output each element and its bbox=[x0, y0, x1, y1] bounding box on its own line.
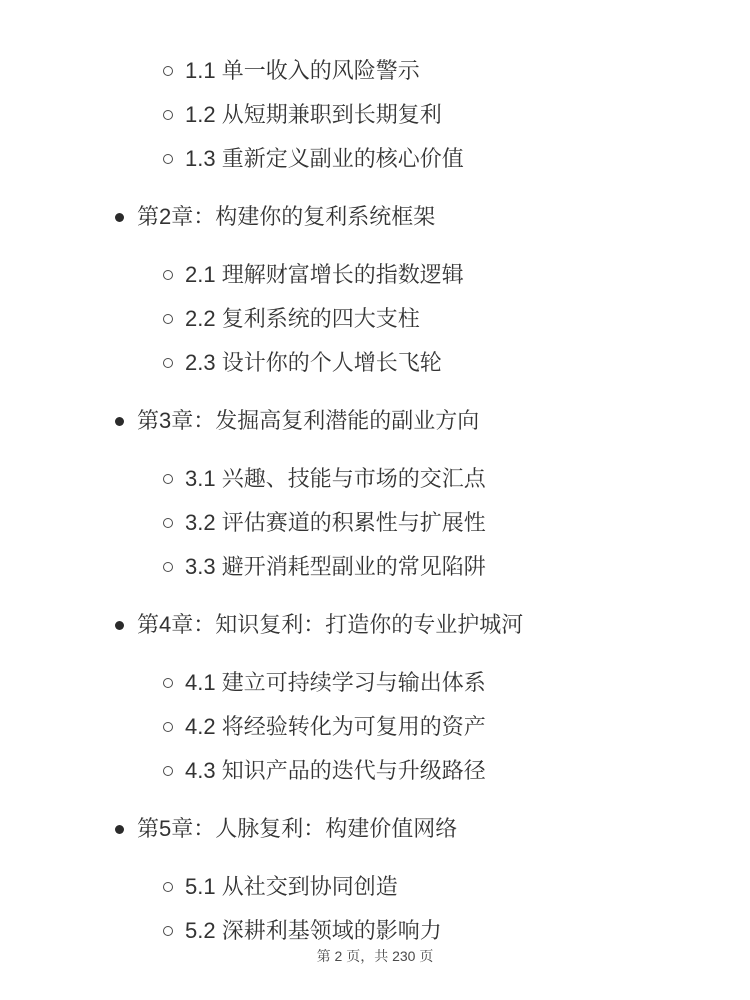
disc-bullet-icon bbox=[115, 213, 124, 222]
page-footer bbox=[0, 946, 750, 966]
toc-sub-list bbox=[0, 859, 750, 945]
toc-sub-item bbox=[0, 509, 750, 537]
disc-bullet-icon bbox=[115, 621, 124, 630]
toc-sub-item bbox=[0, 757, 750, 785]
toc-sub-label: 1.2 从短期兼职到长期复利 bbox=[185, 102, 442, 127]
toc-chapter-label: 第4章：知识复利：打造你的专业护城河 bbox=[137, 612, 524, 637]
circle-bullet-icon bbox=[163, 110, 173, 120]
toc-section bbox=[0, 203, 750, 407]
toc-sub-item bbox=[0, 873, 750, 901]
toc-sub-label: 3.3 避开消耗型副业的常见陷阱 bbox=[185, 554, 486, 579]
circle-bullet-icon bbox=[163, 722, 173, 732]
disc-bullet-icon bbox=[115, 417, 124, 426]
toc-sub-list bbox=[0, 43, 750, 173]
toc-sub-item bbox=[0, 305, 750, 333]
toc-sub-item bbox=[0, 553, 750, 581]
circle-bullet-icon bbox=[163, 562, 173, 572]
circle-bullet-icon bbox=[163, 314, 173, 324]
toc-sub-item bbox=[0, 917, 750, 945]
toc-sub-item bbox=[0, 101, 750, 129]
toc-sub-label: 2.3 设计你的个人增长飞轮 bbox=[185, 350, 442, 375]
toc-sub-label: 4.1 建立可持续学习与输出体系 bbox=[185, 670, 486, 695]
toc-chapter-label: 第2章：构建你的复利系统框架 bbox=[137, 204, 436, 229]
circle-bullet-icon bbox=[163, 270, 173, 280]
toc-sub-label: 3.1 兴趣、技能与市场的交汇点 bbox=[185, 466, 486, 491]
circle-bullet-icon bbox=[163, 154, 173, 164]
toc-sub-label: 2.1 理解财富增长的指数逻辑 bbox=[185, 262, 464, 287]
toc-sub-item bbox=[0, 465, 750, 493]
toc-sub-label: 2.2 复利系统的四大支柱 bbox=[185, 306, 420, 331]
toc-sub-item bbox=[0, 349, 750, 377]
circle-bullet-icon bbox=[163, 766, 173, 776]
toc-chapter-label: 第5章：人脉复利：构建价值网络 bbox=[137, 816, 458, 841]
circle-bullet-icon bbox=[163, 926, 173, 936]
toc-sub-item bbox=[0, 261, 750, 289]
circle-bullet-icon bbox=[163, 66, 173, 76]
toc-sub-label: 1.3 重新定义副业的核心价值 bbox=[185, 146, 464, 171]
toc-sub-label: 5.2 深耕利基领域的影响力 bbox=[185, 918, 442, 943]
toc-sub-label: 4.2 将经验转化为可复用的资产 bbox=[185, 714, 486, 739]
circle-bullet-icon bbox=[163, 358, 173, 368]
toc-chapter-item bbox=[0, 611, 750, 639]
toc-sub-label: 4.3 知识产品的迭代与升级路径 bbox=[185, 758, 486, 783]
toc-sub-label: 5.1 从社交到协同创造 bbox=[185, 874, 398, 899]
toc-section bbox=[0, 43, 750, 203]
toc-sub-label: 3.2 评估赛道的积累性与扩展性 bbox=[185, 510, 486, 535]
toc-section bbox=[0, 407, 750, 611]
toc-sub-label: 1.1 单一收入的风险警示 bbox=[185, 58, 420, 83]
circle-bullet-icon bbox=[163, 882, 173, 892]
toc-sub-item bbox=[0, 669, 750, 697]
circle-bullet-icon bbox=[163, 678, 173, 688]
disc-bullet-icon bbox=[115, 825, 124, 834]
circle-bullet-icon bbox=[163, 474, 173, 484]
toc-sub-list bbox=[0, 451, 750, 581]
toc-chapter-label: 第3章：发掘高复利潜能的副业方向 bbox=[137, 408, 480, 433]
toc-sub-item bbox=[0, 57, 750, 85]
toc-chapter-item bbox=[0, 203, 750, 231]
toc-sub-item bbox=[0, 713, 750, 741]
toc-chapter-item bbox=[0, 815, 750, 843]
circle-bullet-icon bbox=[163, 518, 173, 528]
toc-sub-item bbox=[0, 145, 750, 173]
toc-sub-list bbox=[0, 247, 750, 377]
toc-chapter-item bbox=[0, 407, 750, 435]
page-number-indicator: 第 2 页，共 230 页 bbox=[316, 948, 434, 964]
toc-sub-list bbox=[0, 655, 750, 785]
toc-section bbox=[0, 611, 750, 815]
